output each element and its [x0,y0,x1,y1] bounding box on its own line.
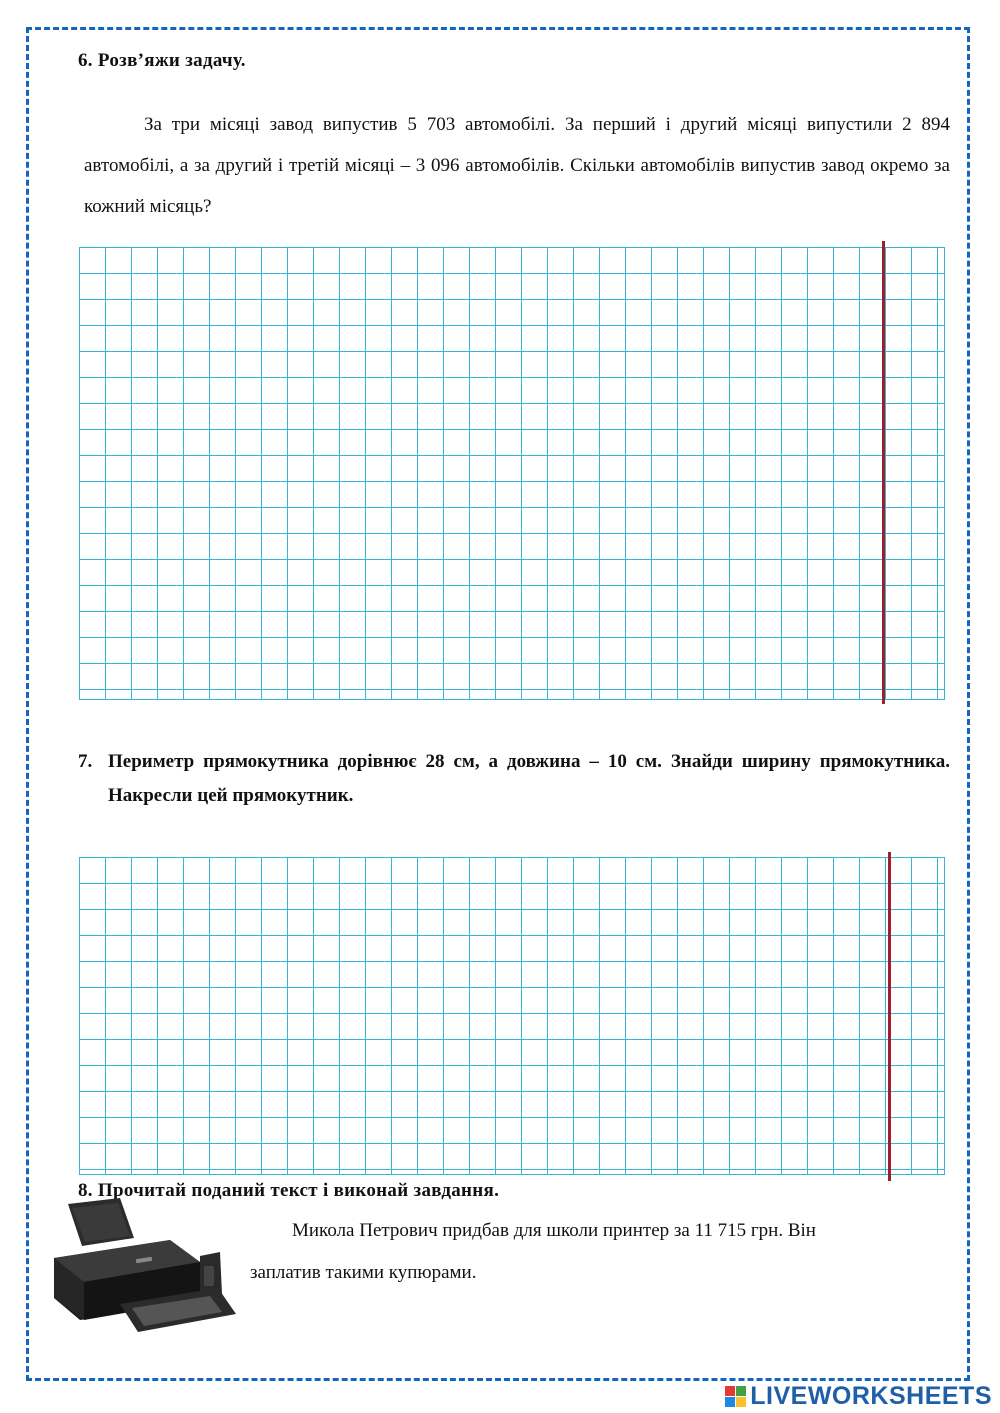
task-8-text-line-1: Микола Петрович придбав для школи принтер за 11 715 грн. Він [292,1220,816,1241]
liveworksheets-logo-text: LIVEWORKSHEETS [750,1381,992,1410]
task-7-text: Периметр прямокутника дорівнює 28 см, а довжина – 10 см. Знайди ширину прямокутника. Накресли цей прямокутник. [108,751,950,806]
page-frame [26,27,970,1381]
task-8-text-line-2: заплатив такими купюрами. [250,1262,477,1283]
liveworksheets-logo-icon [725,1386,746,1407]
answer-grid-task-7[interactable] [79,857,945,1175]
printer-image [50,1196,240,1334]
grid-margin-line [888,852,891,1181]
task-7-number: 7. [78,751,93,772]
task-8-title: 8. Прочитай поданий текст і виконай завдання. [78,1180,500,1201]
task-6-title: 6. Розв’яжи задачу. [78,50,246,71]
answer-grid-task-6[interactable] [79,247,945,700]
task-6-text: За три місяці завод випустив 5 703 автомобілі. За перший і другий місяці випустили 2 894 автомобілі, а за другий і третій місяці – 3 096 автомобілів. Скільки автомобілів випустив завод окремо за кожний місяць? [84,114,950,217]
liveworksheets-logo [725,1381,992,1411]
grid-margin-line [882,241,885,704]
task-7 [78,745,958,815]
